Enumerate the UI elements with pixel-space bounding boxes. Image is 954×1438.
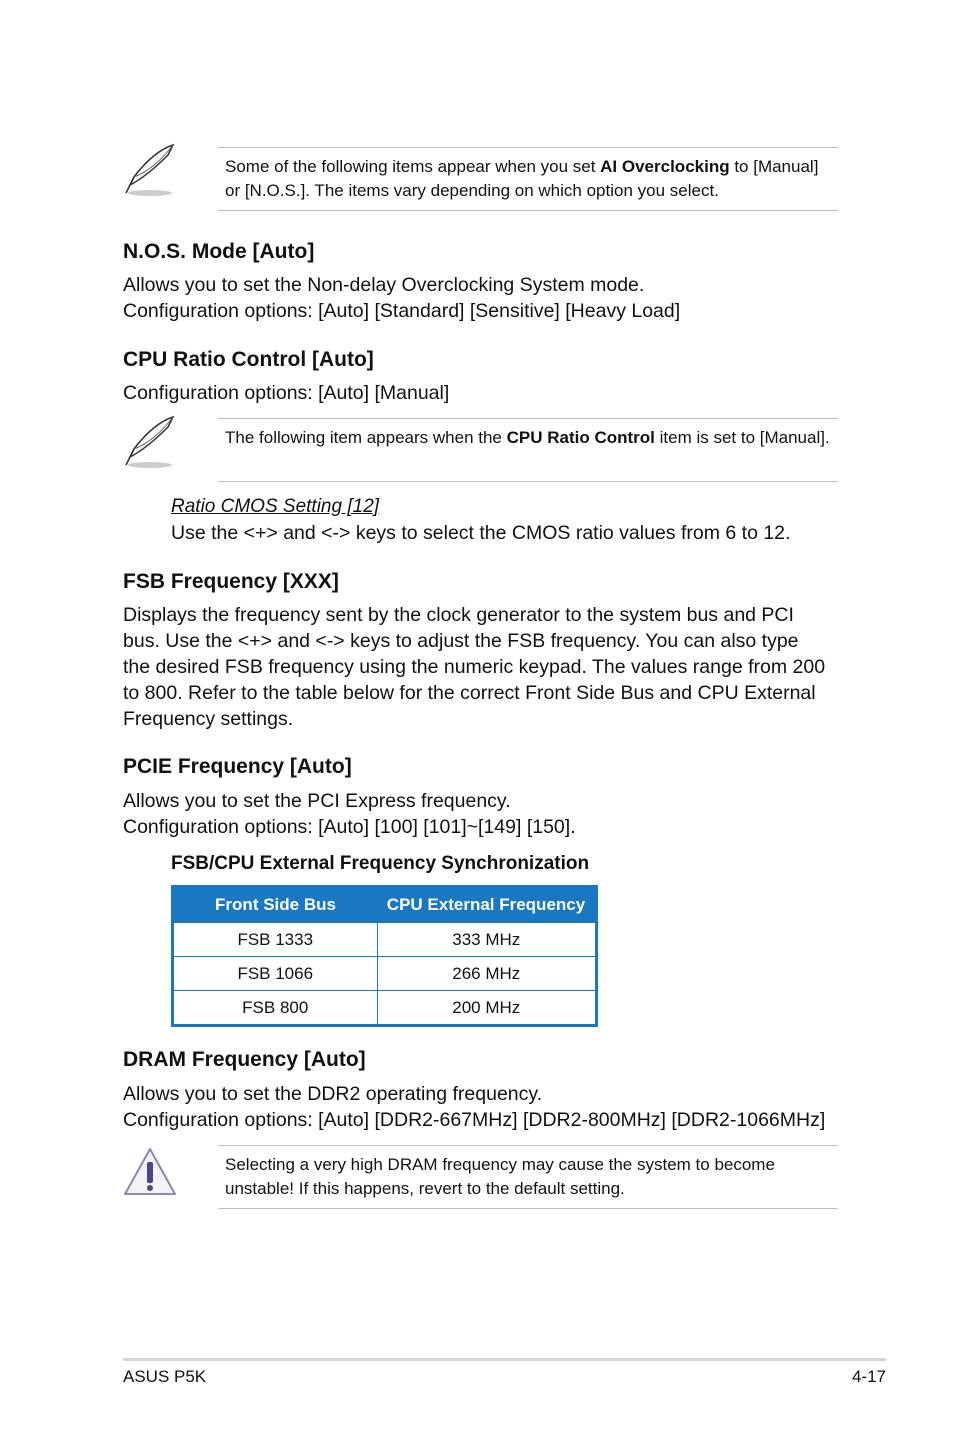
section-title-nos: N.O.S. Mode [Auto] (123, 240, 315, 263)
table-cell: 200 MHz (377, 991, 597, 1026)
table-cell: 266 MHz (377, 957, 597, 991)
section-title-pcie: PCIE Frequency [Auto] (123, 755, 352, 778)
table-cell: FSB 1066 (173, 957, 378, 991)
table-cell: 333 MHz (377, 923, 597, 957)
fsb-cpu-table (171, 885, 598, 1027)
note-text: to [Manual] or [N.O.S.]. The items vary depending on which option you select. (225, 157, 819, 200)
note-text: Some of the following items appear when you set (225, 157, 601, 176)
pcie-options: Configuration options: [Auto] [100] [101]~[149] [150]. (123, 816, 576, 838)
note-pen-icon (120, 415, 178, 469)
dram-desc: Allows you to set the DDR2 operating frequency. (123, 1083, 543, 1105)
note-text: The following item appears when the (225, 428, 507, 447)
note-bold: CPU Ratio Control (506, 428, 655, 447)
ratio-cmos-title: Ratio CMOS Setting [12] (171, 496, 380, 517)
warning-icon (122, 1146, 178, 1198)
caution-dram (218, 1145, 838, 1209)
note-text: item is set to [Manual]. (654, 428, 830, 447)
table-cell: FSB 800 (173, 991, 378, 1026)
table-row (173, 923, 597, 957)
note-bold: AI Overclocking (600, 157, 730, 176)
note-cpu-ratio (218, 418, 838, 482)
table-header: CPU External Frequency (377, 887, 597, 923)
note-pen-icon (120, 143, 178, 197)
table-row (173, 991, 597, 1026)
footer-divider (123, 1358, 886, 1361)
cpu-ratio-options: Configuration options: [Auto] [Manual] (123, 382, 450, 404)
table-header-row (173, 887, 597, 923)
page-number: 4-17 (851, 1367, 886, 1386)
pcie-desc: Allows you to set the PCI Express frequency. (123, 790, 511, 812)
table-header: Front Side Bus (173, 887, 378, 923)
note-ai-overclocking (218, 147, 838, 211)
nos-options: Configuration options: [Auto] [Standard] [Sensitive] [Heavy Load] (123, 300, 681, 322)
nos-desc: Allows you to set the Non-delay Overclocking System mode. (123, 274, 645, 296)
table-row (173, 957, 597, 991)
section-title-fsb: FSB Frequency [XXX] (123, 570, 339, 593)
ratio-cmos-desc: Use the <+> and <-> keys to select the CMOS ratio values from 6 to 12. (171, 522, 791, 544)
footer-product: ASUS P5K (123, 1367, 207, 1386)
caution-text: Selecting a very high DRAM frequency may cause the system to become unstable! If this happens, revert to the default setting. (225, 1155, 775, 1198)
table-title: FSB/CPU External Frequency Synchronization (171, 853, 590, 874)
section-title-dram: DRAM Frequency [Auto] (123, 1048, 366, 1071)
fsb-desc: Displays the frequency sent by the clock generator to the system bus and PCI bus. Use the <+> and <-> keys to adjust the FSB frequency. You can also type the desired FSB frequency using the numeric keypad. The values range from 200 to 800. Refer to the table below for the correct Front Side Bus and CPU External Frequency settings. (123, 604, 826, 730)
dram-options: Configuration options: [Auto] [DDR2-667MHz] [DDR2-800MHz] [DDR2-1066MHz] (123, 1109, 826, 1131)
table-cell: FSB 1333 (173, 923, 378, 957)
section-title-cpu-ratio: CPU Ratio Control [Auto] (123, 348, 374, 371)
